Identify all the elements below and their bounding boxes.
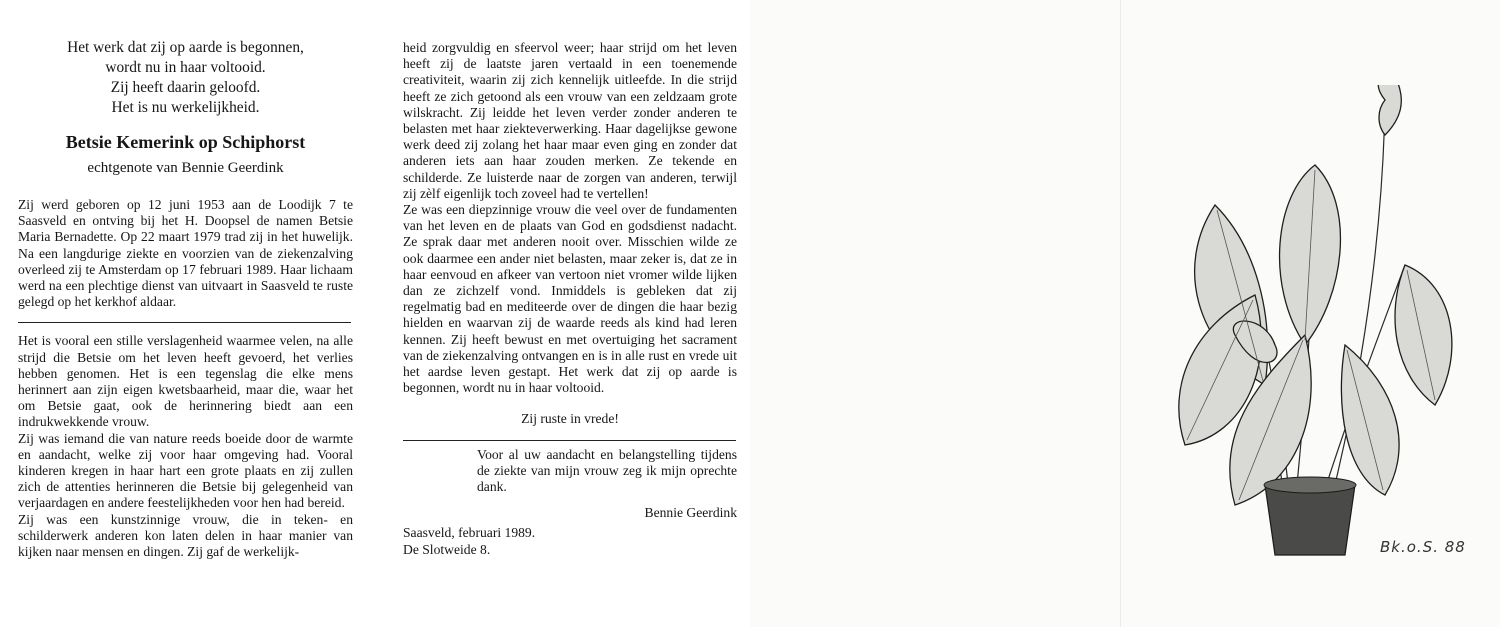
opening-poem	[18, 38, 353, 118]
memorial-paragraph: heid zorgvuldig en sfeervol weer; haar strijd om het leven heeft zij de laatste jaren vertaald in een toenemende creativiteit, waarin zij zich kennelijk uitleefde. In die strijd heeft ze zich getoond als een vrouw van een zeldzaam grote wilskracht. Zij leidde het leven verder zonder anderen te belasten met haar ziekteverwerking. Haar dagelijkse gewone werk deed zij zolang het haar maar even ging en zonder dat anderen iets aan haar zouden merken. Ze tekende en schilderde. Ze luisterde naar de zorgen van anderen, terwijl zij zèlf eigenlijk toch zoveel had te vertellen!	[403, 40, 737, 201]
place-date: Saasveld, februari 1989.	[403, 525, 536, 541]
signature-name: Bennie Geerdink	[644, 505, 737, 521]
biography-paragraph: Zij werd geboren op 12 juni 1953 aan de Loodijk 7 te Saasveld en ontving bij het H. Doopsel de namen Betsie Maria Bernadette. Op 22 maart 1979 trad zij in het huwelijk. Na een langdurige ziekte en voorzien van de ziekenzalving overleed zij te Amsterdam op 17 februari 1989. Haar lichaam werd na een plechtige dienst van uitvaart in Saasveld te ruste gelegd op het kerkhof aldaar.	[18, 197, 353, 310]
memorial-paragraph: Ze was een diepzinnige vrouw die veel over de fundamenten van het leven en de plaats van God en godsdienst nadacht. Ze sprak daar met anderen nooit over. Misschien wilde ze ook daarmee een ander niet belasten, maar zeker is, dat ze in haar eenvoud en afkeer van vertoon niet vromer wilde lijken dan ze zichzelf vond. Inmiddels is gebleken dat zij regelmatig bad en mediteerde over de dingen die haar bezig hielden en waarvan zij de waarde reeds als kind had leren kennen. Zij heeft bewust en met overtuiging het sacrament van de ziekenzalving ontvangen en is in alle rust en vrede uit het aardse leven gestapt. Het werk dat zij op aarde is begonnen, wordt nu in haar voltooid.	[403, 202, 737, 396]
artist-signature: Bk.o.S. 88	[1380, 538, 1466, 556]
poem-line: Het is nu werkelijkheid.	[111, 99, 260, 116]
peace-lily-drawing	[1155, 85, 1475, 565]
closing-line: Zij ruste in vrede!	[521, 411, 619, 427]
thanks-note: Voor al uw aandacht en belangstelling tijdens de ziekte van mijn vrouw zeg ik mijn oprechte dank.	[477, 446, 737, 495]
poem-line: Het werk dat zij op aarde is begonnen,	[67, 39, 304, 56]
right-column	[403, 40, 737, 558]
memorial-paragraph: Het is vooral een stille verslagenheid waarmee velen, na alle strijd die Betsie om het leven heeft gevoerd, het verlies hebben genomen. Het is een tegenslag die elke mens herinnert aan zijn eigen kwetsbaarheid, maar die, waar het om Betsie gaat, ook de herinnering biedt aan een indrukwekkende vrouw.	[18, 333, 353, 430]
poem-line: wordt nu in haar voltooid.	[105, 59, 266, 76]
memorial-paragraph: Zij was iemand die van nature reeds boeide door de warmte en aandacht, welke zij voor haar omgeving had. Vooral kinderen kregen in haar hart een grote plaats en zij zullen zich de attenties herinneren die Betsie bij gelegenheid van verjaardagen en andere feestelijkheden voor hen had bereid.	[18, 430, 353, 511]
memorial-paragraph: Zij was een kunstzinnige vrouw, die in teken- en schilderwerk anderen kon laten delen in haar manier van kijken naar mensen en dingen. Zij gaf de werkelijk-	[18, 511, 353, 560]
section-divider	[403, 440, 736, 441]
address: De Slotweide 8.	[403, 541, 491, 557]
section-divider	[18, 322, 351, 323]
poem-line: Zij heeft daarin geloofd.	[110, 79, 261, 96]
left-column	[18, 38, 353, 560]
card-fold-line	[1120, 0, 1121, 627]
deceased-name: Betsie Kemerink op Schiphorst	[65, 132, 306, 152]
spouse-line: echtgenote van Bennie Geerdink	[87, 160, 284, 176]
